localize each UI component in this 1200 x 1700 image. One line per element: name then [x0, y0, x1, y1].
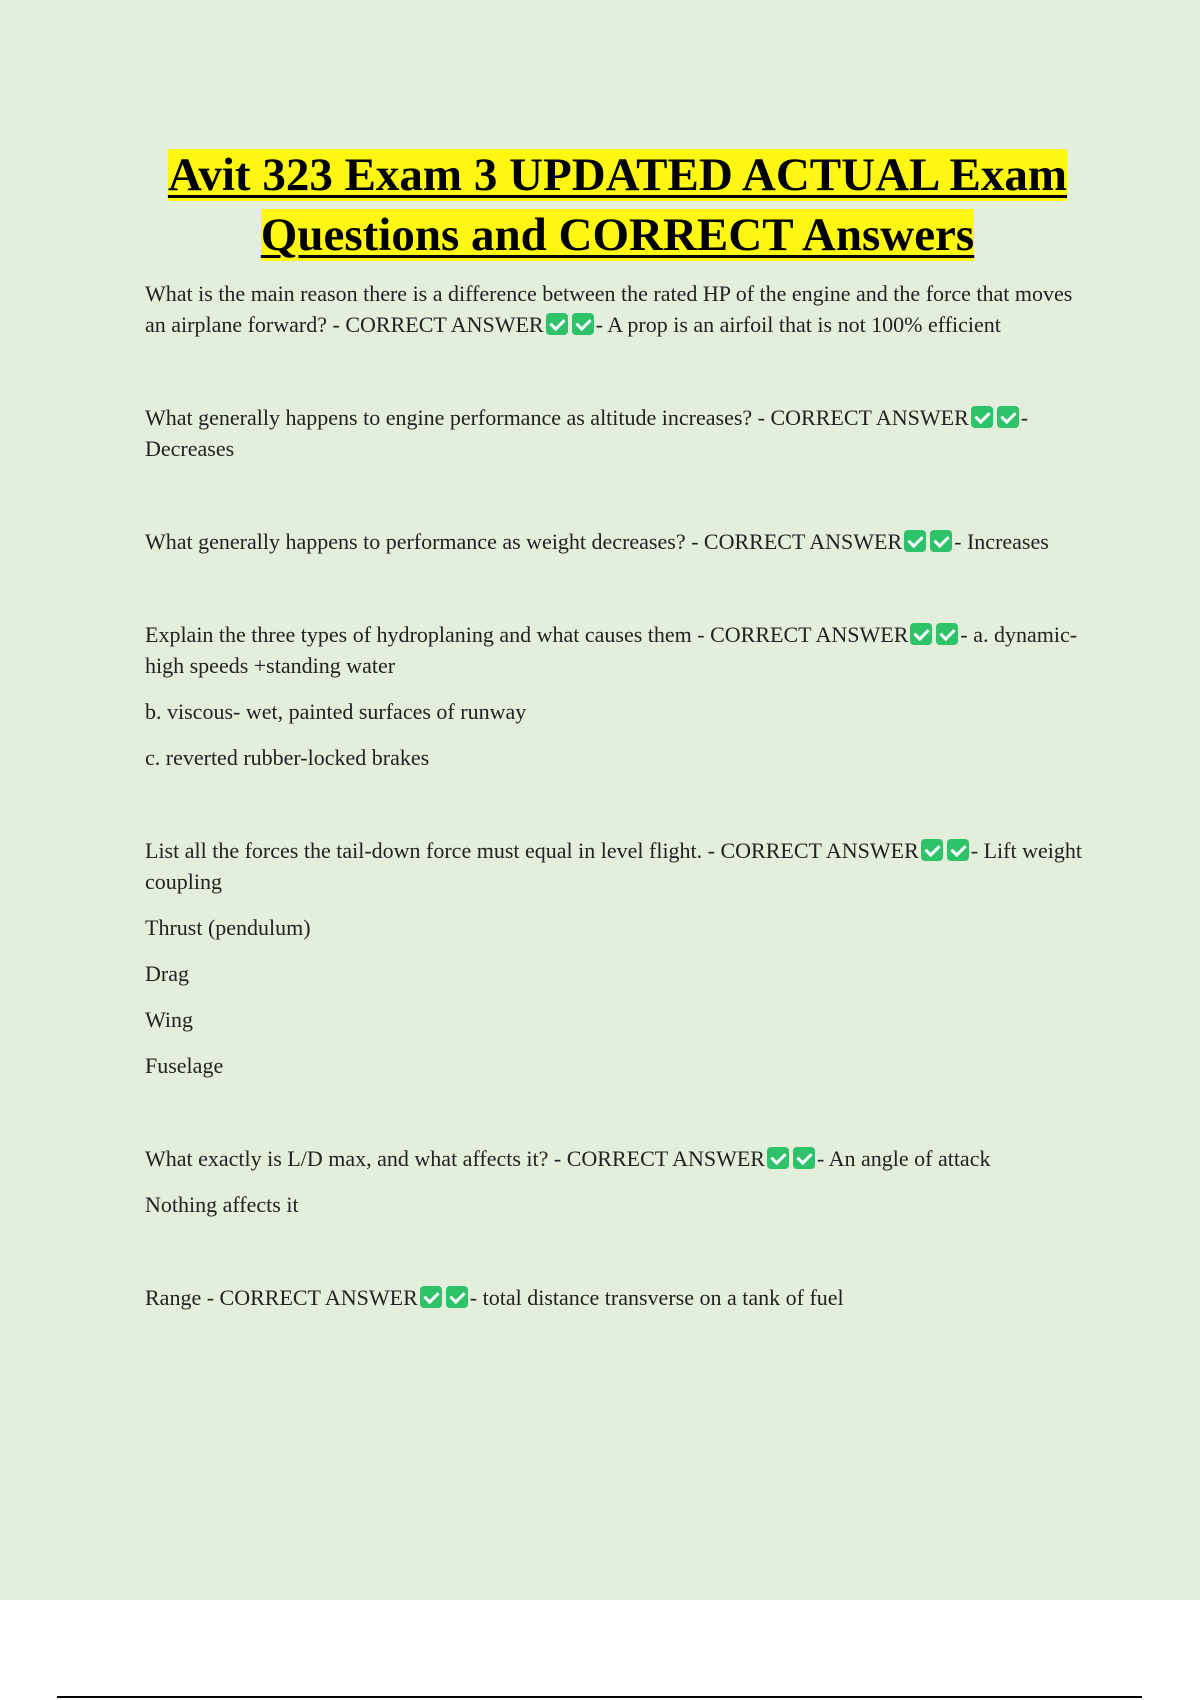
answer-text: Increases: [961, 529, 1049, 554]
question-text: What generally happens to engine performance as altitude increases? -: [145, 405, 771, 430]
check-mark-icon: [793, 1147, 815, 1169]
answer-continuation: Wing: [145, 1007, 193, 1032]
document-title: Avit 323 Exam 3 UPDATED ACTUAL Exam Questions and CORRECT Answers: [167, 149, 1068, 261]
check-mark-icon: [546, 313, 568, 335]
qa-item: [145, 526, 1090, 557]
answer-marker: CORRECT ANSWER: [566, 1146, 765, 1171]
qa-item: [145, 619, 1090, 773]
answer-text: An angle of attack: [824, 1146, 991, 1171]
check-mark-icon: [767, 1147, 789, 1169]
check-mark-icon: [947, 839, 969, 861]
answer-separator: -: [1020, 405, 1029, 430]
check-mark-icon: [904, 530, 926, 552]
answer-text: total distance transverse on a tank of fuel: [477, 1285, 844, 1310]
check-mark-icon: [971, 406, 993, 428]
answer-marker: CORRECT ANSWER: [720, 838, 919, 863]
answer-marker: CORRECT ANSWER: [219, 1285, 418, 1310]
check-mark-icon: [572, 313, 594, 335]
answer-separator: -: [595, 312, 603, 337]
answer-continuation: Thrust (pendulum): [145, 915, 311, 940]
answer-text: Decreases: [145, 436, 235, 461]
answer-separator: -: [960, 622, 968, 647]
qa-item: [145, 278, 1090, 340]
check-mark-icon: [921, 839, 943, 861]
answer-marker: CORRECT ANSWER: [710, 622, 909, 647]
question-text: Explain the three types of hydroplaning and what causes them -: [145, 622, 711, 647]
answer-marker: CORRECT ANSWER: [770, 405, 969, 430]
qa-item: [145, 835, 1090, 1081]
answer-continuation: Drag: [145, 961, 189, 986]
answer-text: a. dynamic- high speeds +standing water: [145, 622, 1078, 678]
check-mark-icon: [910, 623, 932, 645]
answer-continuation: c. reverted rubber-locked brakes: [145, 745, 430, 770]
check-mark-icon: [936, 623, 958, 645]
answer-marker: CORRECT ANSWER: [345, 312, 544, 337]
answer-text: Lift weight coupling: [145, 838, 1082, 894]
answer-continuation: Nothing affects it: [145, 1192, 299, 1217]
answer-separator: -: [970, 838, 979, 863]
qa-list: [145, 278, 1090, 1313]
answer-separator: -: [816, 1146, 825, 1171]
qa-question-line: [145, 1282, 1090, 1313]
question-text: What exactly is L/D max, and what affects it? -: [145, 1146, 567, 1171]
qa-item: [145, 1143, 1090, 1220]
page-divider: [57, 1696, 1142, 1698]
check-mark-icon: [446, 1286, 468, 1308]
question-text: What is the main reason there is a difference between the rated HP of the engine and the force that moves an airplane forward? -: [145, 281, 1073, 337]
answer-continuation: Fuselage: [145, 1053, 224, 1078]
answer-continuation: b. viscous- wet, painted surfaces of runway: [145, 699, 527, 724]
check-mark-icon: [997, 406, 1019, 428]
question-text: What generally happens to performance as weight decreases? -: [145, 529, 704, 554]
qa-question-line: [145, 402, 1090, 464]
answer-marker: CORRECT ANSWER: [703, 529, 903, 554]
check-mark-icon: [930, 530, 952, 552]
qa-question-line: [145, 1143, 1090, 1174]
qa-item: [145, 1282, 1090, 1313]
question-text: Range -: [145, 1285, 220, 1310]
check-mark-icon: [420, 1286, 442, 1308]
answer-text: A prop is an airfoil that is not 100% efficient: [602, 312, 1001, 337]
qa-item: [145, 402, 1090, 464]
qa-question-line: [145, 835, 1090, 897]
answer-separator: -: [469, 1285, 478, 1310]
question-text: List all the forces the tail-down force must equal in level flight. -: [145, 838, 721, 863]
qa-question-line: [145, 619, 1090, 681]
qa-question-line: [145, 278, 1090, 340]
qa-question-line: [145, 526, 1090, 557]
answer-separator: -: [954, 529, 962, 554]
